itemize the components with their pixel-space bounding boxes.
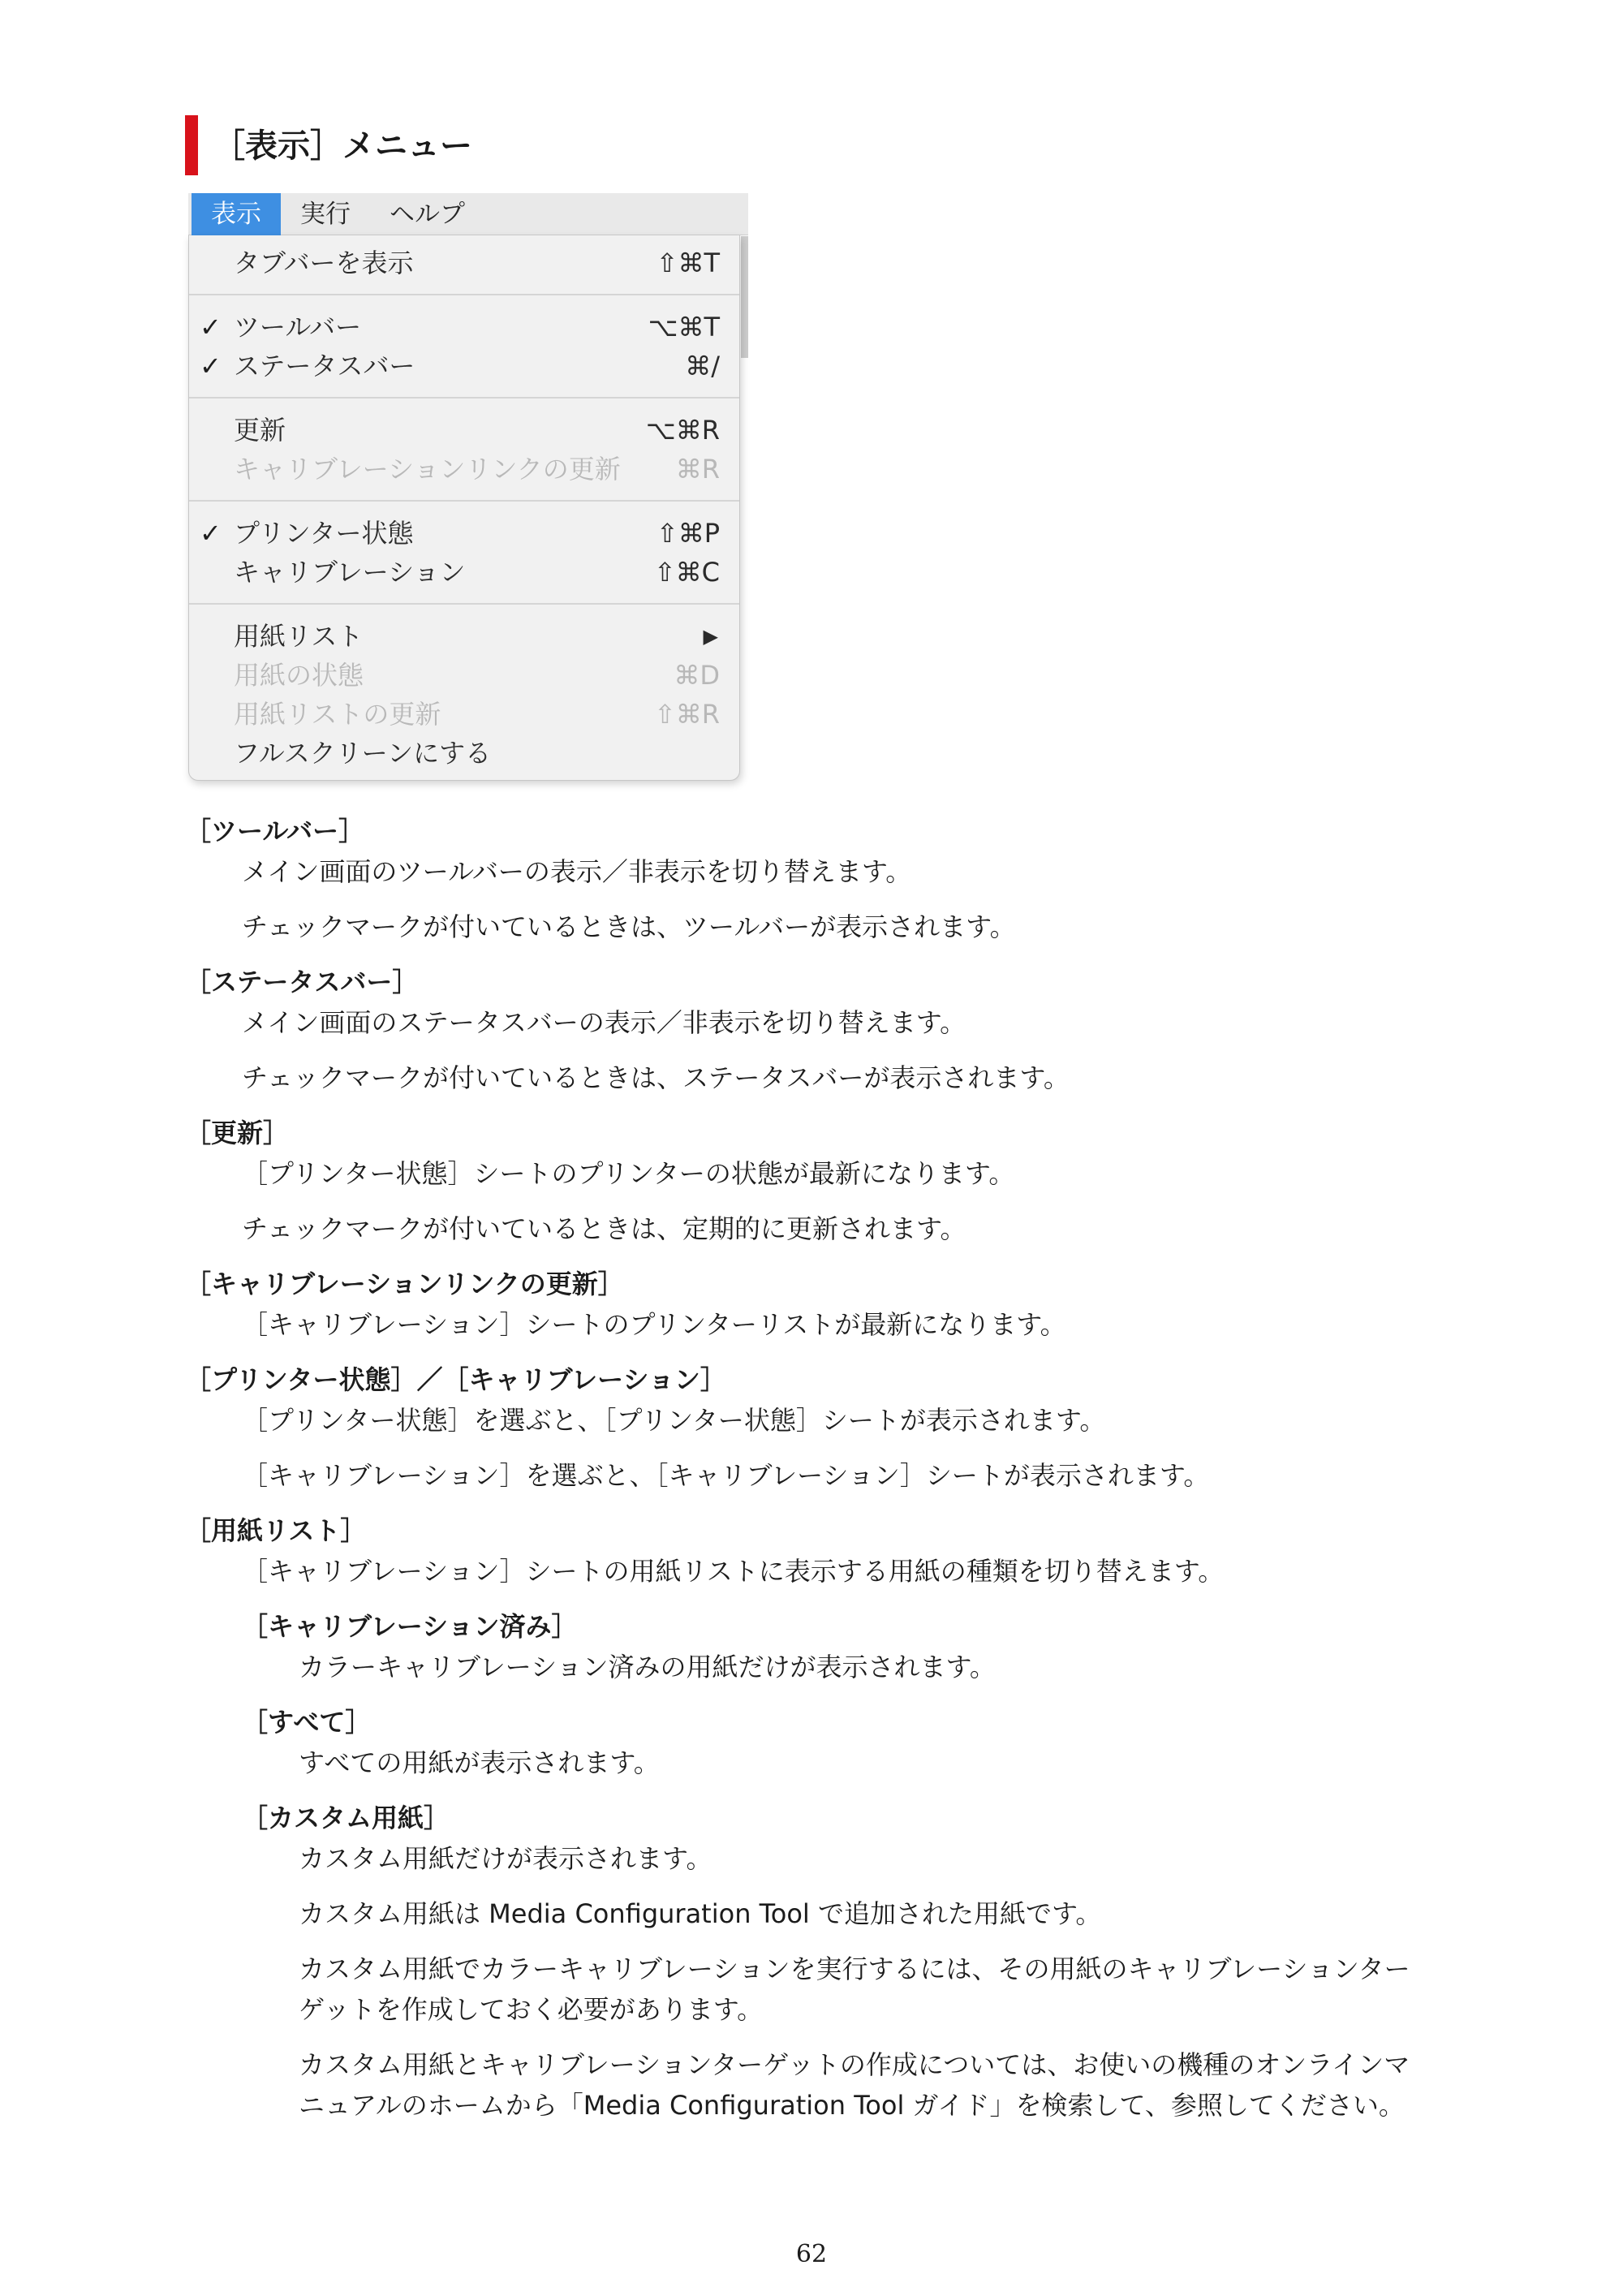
menu-separator xyxy=(189,386,739,411)
entry-term: ［ステータスバー］ xyxy=(185,967,419,997)
page-number: 62 xyxy=(795,2240,828,2268)
menu-item-label: キャリブレーションリンクの更新 xyxy=(234,454,621,485)
subentry-paragraph xyxy=(299,2044,1597,2126)
entry-term: ［キャリブレーションリンクの更新］ xyxy=(185,1269,624,1299)
subentry-calibrated xyxy=(242,1606,1597,1687)
subentry-body xyxy=(242,1742,1597,1783)
menu-item-shortcut: ⌘D xyxy=(674,660,720,691)
entry-body xyxy=(185,1153,1597,1249)
entry-status-bar xyxy=(185,962,1597,1098)
menu-item-shortcut: ⌥⌘R xyxy=(645,415,720,446)
menu-item-label: 用紙の状態 xyxy=(234,660,364,691)
menu-descriptions xyxy=(185,811,1597,2126)
menu-item-full-screen xyxy=(189,734,739,773)
entry-body xyxy=(185,1400,1597,1496)
menu-separator xyxy=(189,489,739,514)
menu-item-label: ステータスバー xyxy=(234,351,415,381)
subentry-body xyxy=(242,1838,1597,2126)
menu-item-refresh-media-list xyxy=(189,695,739,734)
entry-media-list xyxy=(185,1510,1597,2126)
heading-accent-bar xyxy=(185,115,198,175)
menu-item-calibration xyxy=(189,553,739,592)
menubar xyxy=(188,193,748,235)
menu-item-media-list xyxy=(189,617,739,656)
entry-body xyxy=(185,1002,1597,1098)
entry-refresh-calibration-link xyxy=(185,1264,1597,1345)
entry-body xyxy=(185,1551,1597,2126)
menu-separator xyxy=(189,282,739,308)
entry-body xyxy=(185,1304,1597,1345)
subentry-custom-media xyxy=(242,1798,1597,2126)
checkmark-icon: ✓ xyxy=(200,351,222,381)
entry-term: ［ツールバー］ xyxy=(185,816,365,846)
entry-term: ［プリンター状態］／［キャリブレーション］ xyxy=(185,1364,726,1395)
view-menu-screenshot xyxy=(188,193,748,784)
menu-item-shortcut: ⇧⌘T xyxy=(656,248,720,278)
menu-item-label: フルスクリーンにする xyxy=(234,738,492,769)
menu-item-label: 用紙リストの更新 xyxy=(234,699,441,730)
submenu-arrow-icon: ▶ xyxy=(703,625,718,648)
paragraph-line: カスタム用紙とキャリブレーションターゲットの作成については、お使いの機種のオンラインマ xyxy=(299,2049,1410,2080)
subentry-body xyxy=(242,1647,1597,1687)
entry-paragraph: ［キャリブレーション］シートの用紙リストに表示する用紙の種類を切り替えます。 xyxy=(242,1556,1225,1587)
menu-item-status-bar xyxy=(189,347,739,386)
menu-item-shortcut: ⇧⌘R xyxy=(653,699,720,730)
paragraph-line: ニュアルのホームから「Media Configuration Tool ガイド」を検索して、参照してください。 xyxy=(299,2090,1405,2121)
entry-paragraph: ［プリンター状態］シートのプリンターの状態が最新になります。 xyxy=(242,1158,1015,1189)
menu-item-label: ツールバー xyxy=(234,312,362,342)
subentry-paragraph: カスタム用紙は Media Configuration Tool で追加された用紙です。 xyxy=(299,1898,1102,1929)
entry-paragraph: メイン画面のステータスバーの表示／非表示を切り替えます。 xyxy=(242,1007,966,1038)
entry-paragraph: メイン画面のツールバーの表示／非表示を切り替えます。 xyxy=(242,856,912,887)
entry-printer-status-calibration xyxy=(185,1359,1597,1496)
menu-item-media-status xyxy=(189,656,739,695)
paragraph-line: ゲットを作成しておく必要があります。 xyxy=(299,1994,764,2025)
menu-item-label: キャリブレーション xyxy=(234,557,466,588)
menu-item-label: 更新 xyxy=(234,415,286,446)
menu-item-label: プリンター状態 xyxy=(234,518,414,549)
page-title: ［表示］メニュー xyxy=(213,127,472,165)
menu-item-label: タブバーを表示 xyxy=(234,248,414,278)
entry-body xyxy=(185,851,1597,947)
entry-paragraph: チェックマークが付いているときは、ツールバーが表示されます。 xyxy=(242,911,1016,942)
subentry-all xyxy=(242,1702,1597,1783)
menu-item-refresh-calibration-link xyxy=(189,450,739,489)
menu-item-shortcut: ⌥⌘T xyxy=(648,312,720,342)
menu-item-shortcut: ⌘/ xyxy=(685,351,720,381)
entry-term: ［更新］ xyxy=(185,1118,290,1148)
paragraph-line: カスタム用紙でカラーキャリブレーションを実行するには、その用紙のキャリブレーションター xyxy=(299,1954,1410,1984)
entry-paragraph: ［キャリブレーション］を選ぶと、［キャリブレーション］シートが表示されます。 xyxy=(242,1460,1210,1491)
subentry-term: ［キャリブレーション済み］ xyxy=(242,1611,578,1642)
entry-paragraph: チェックマークが付いているときは、定期的に更新されます。 xyxy=(242,1213,966,1244)
menu-item-show-tab-bar xyxy=(189,243,739,282)
menu-item-refresh xyxy=(189,411,739,450)
checkmark-icon: ✓ xyxy=(200,518,222,549)
menu-item-toolbar xyxy=(189,308,739,347)
menu-item-shortcut: ⇧⌘C xyxy=(653,557,720,588)
entry-paragraph: ［キャリブレーション］シートのプリンターリストが最新になります。 xyxy=(242,1309,1066,1340)
background-window-edge xyxy=(741,236,748,358)
menu-item-shortcut: ⌘R xyxy=(675,454,720,485)
menu-item-label: 用紙リスト xyxy=(234,621,364,652)
menubar-item-view: 表示 xyxy=(192,193,281,235)
menubar-item-run: 実行 xyxy=(300,199,351,229)
menu-item-printer-status xyxy=(189,514,739,553)
menubar-item-help: ヘルプ xyxy=(390,199,465,229)
entry-paragraph: チェックマークが付いているときは、ステータスバーが表示されます。 xyxy=(242,1062,1070,1093)
subentry-term: ［カスタム用紙］ xyxy=(242,1803,450,1833)
entry-toolbar xyxy=(185,811,1597,947)
entry-paragraph: ［プリンター状態］を選ぶと、［プリンター状態］シートが表示されます。 xyxy=(242,1405,1106,1436)
view-menu-dropdown xyxy=(188,235,740,781)
entry-refresh xyxy=(185,1113,1597,1249)
subentry-paragraph: すべての用紙が表示されます。 xyxy=(299,1747,660,1778)
checkmark-icon: ✓ xyxy=(200,312,222,342)
subentry-paragraph: カスタム用紙だけが表示されます。 xyxy=(299,1843,712,1874)
entry-term: ［用紙リスト］ xyxy=(185,1515,367,1546)
subentry-paragraph: カラーキャリブレーション済みの用紙だけが表示されます。 xyxy=(299,1652,996,1682)
subentry-paragraph xyxy=(299,1949,1597,2030)
menu-item-shortcut: ⇧⌘P xyxy=(656,518,720,549)
subentry-term: ［すべて］ xyxy=(242,1707,372,1738)
menu-separator xyxy=(189,592,739,617)
